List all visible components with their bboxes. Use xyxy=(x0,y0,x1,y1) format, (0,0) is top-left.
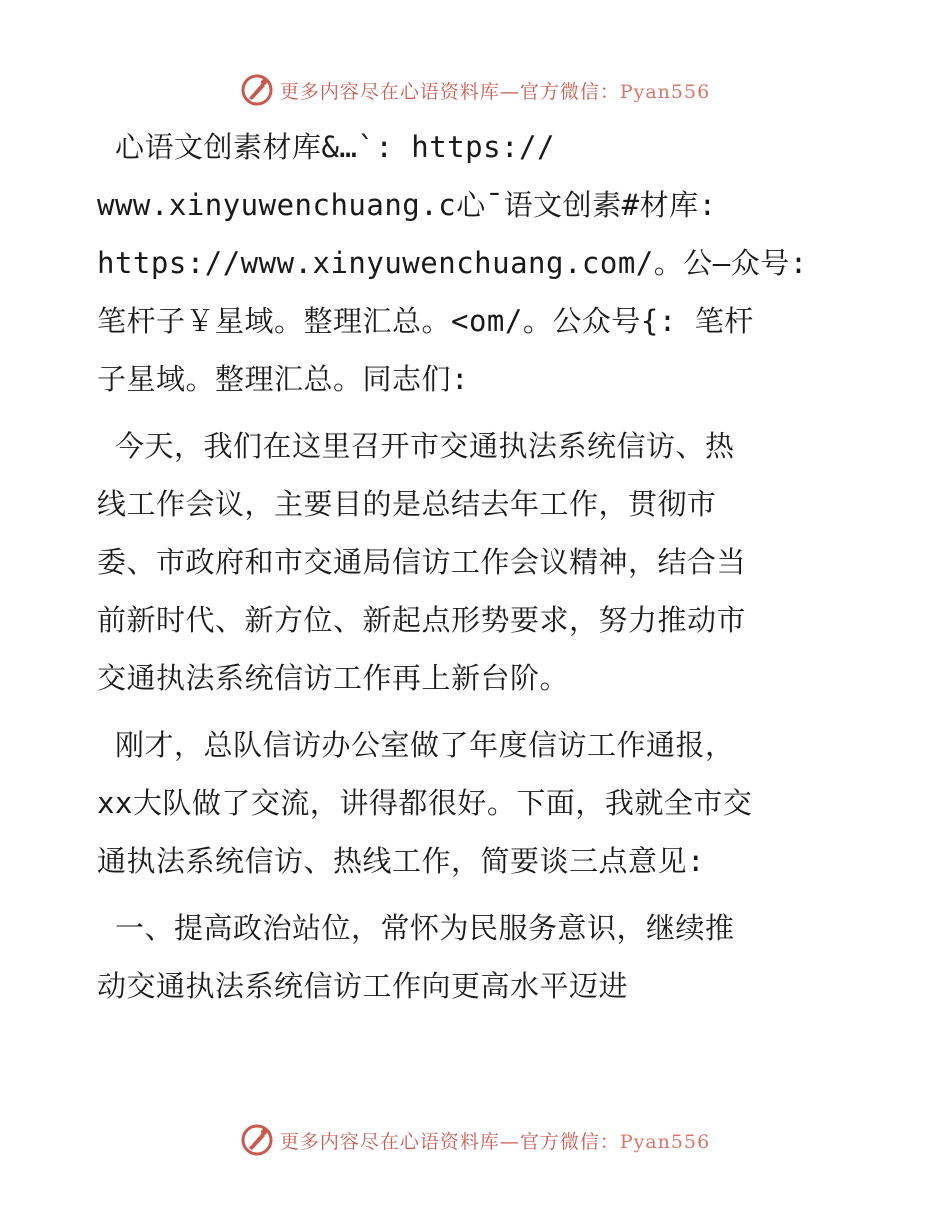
header-banner xyxy=(0,70,950,110)
text-line: 线工作会议，主要目的是总结去年工作，贯彻市 xyxy=(97,487,717,521)
text-line: 今天，我们在这里召开市交通执法系统信访、热 xyxy=(97,429,735,463)
text-line: 通执法系统信访、热线工作，简要谈三点意见: xyxy=(97,844,705,878)
paragraph-intro xyxy=(97,118,857,408)
brand-logo-icon xyxy=(240,73,274,107)
paragraph-summary xyxy=(97,716,857,890)
text-line: 一、提高政治站位，常怀为民服务意识，继续推 xyxy=(97,911,735,945)
text-line: 委、市政府和市交通局信访工作会议精神，结合当 xyxy=(97,545,747,579)
text-line: www.xinyuwenchuang.c心¯语文创素#材库: xyxy=(97,188,717,222)
banner-text: 更多内容尽在心语资料库—官方微信：Pyan556 xyxy=(279,80,711,103)
text-line: 子星域。整理汇总。同志们: xyxy=(97,362,469,396)
banner-text: 更多内容尽在心语资料库—官方微信：Pyan556 xyxy=(279,1130,711,1153)
text-line: 交通执法系统信访工作再上新台阶。 xyxy=(97,661,570,695)
text-line: 笔杆子￥星域。整理汇总。<om/。公众号{: 笔杆 xyxy=(97,304,754,338)
paragraph-opening xyxy=(97,417,857,707)
paragraph-section-heading xyxy=(97,899,857,1015)
document-body xyxy=(97,118,857,1015)
text-line: 心语文创素材库&…`: https:// xyxy=(97,130,555,164)
text-line: https://www.xinyuwenchuang.com/。公—众号: xyxy=(97,246,808,280)
text-line: 前新时代、新方位、新起点形势要求，努力推动市 xyxy=(97,603,747,637)
text-line: 刚才，总队信访办公室做了年度信访工作通报， xyxy=(97,728,735,762)
text-line: 动交通执法系统信访工作向更高水平迈进 xyxy=(97,969,629,1003)
text-line: xx大队做了交流，讲得都很好。下面，我就全市交 xyxy=(97,786,753,820)
brand-logo-icon xyxy=(240,1123,274,1157)
footer-banner xyxy=(0,1120,950,1160)
